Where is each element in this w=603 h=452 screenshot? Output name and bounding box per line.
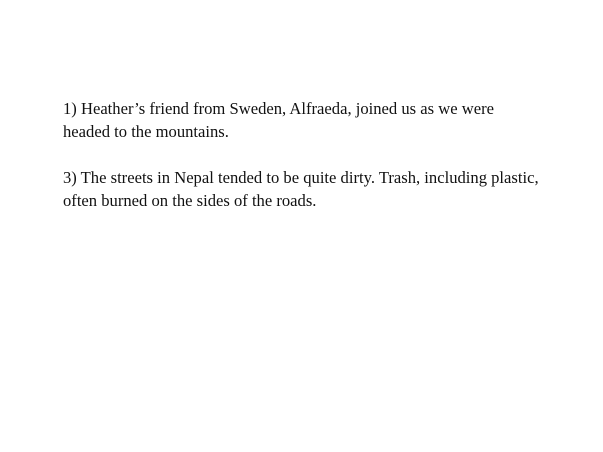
photo-caption-1: 1) Heather’s friend from Sweden, Alfraeda, joined us as we were headed to the mountains. [63, 99, 494, 141]
photo-caption-3: 3) The streets in Nepal tended to be quite dirty. Trash, including plastic, often burned on the sides of the roads. [63, 168, 539, 210]
